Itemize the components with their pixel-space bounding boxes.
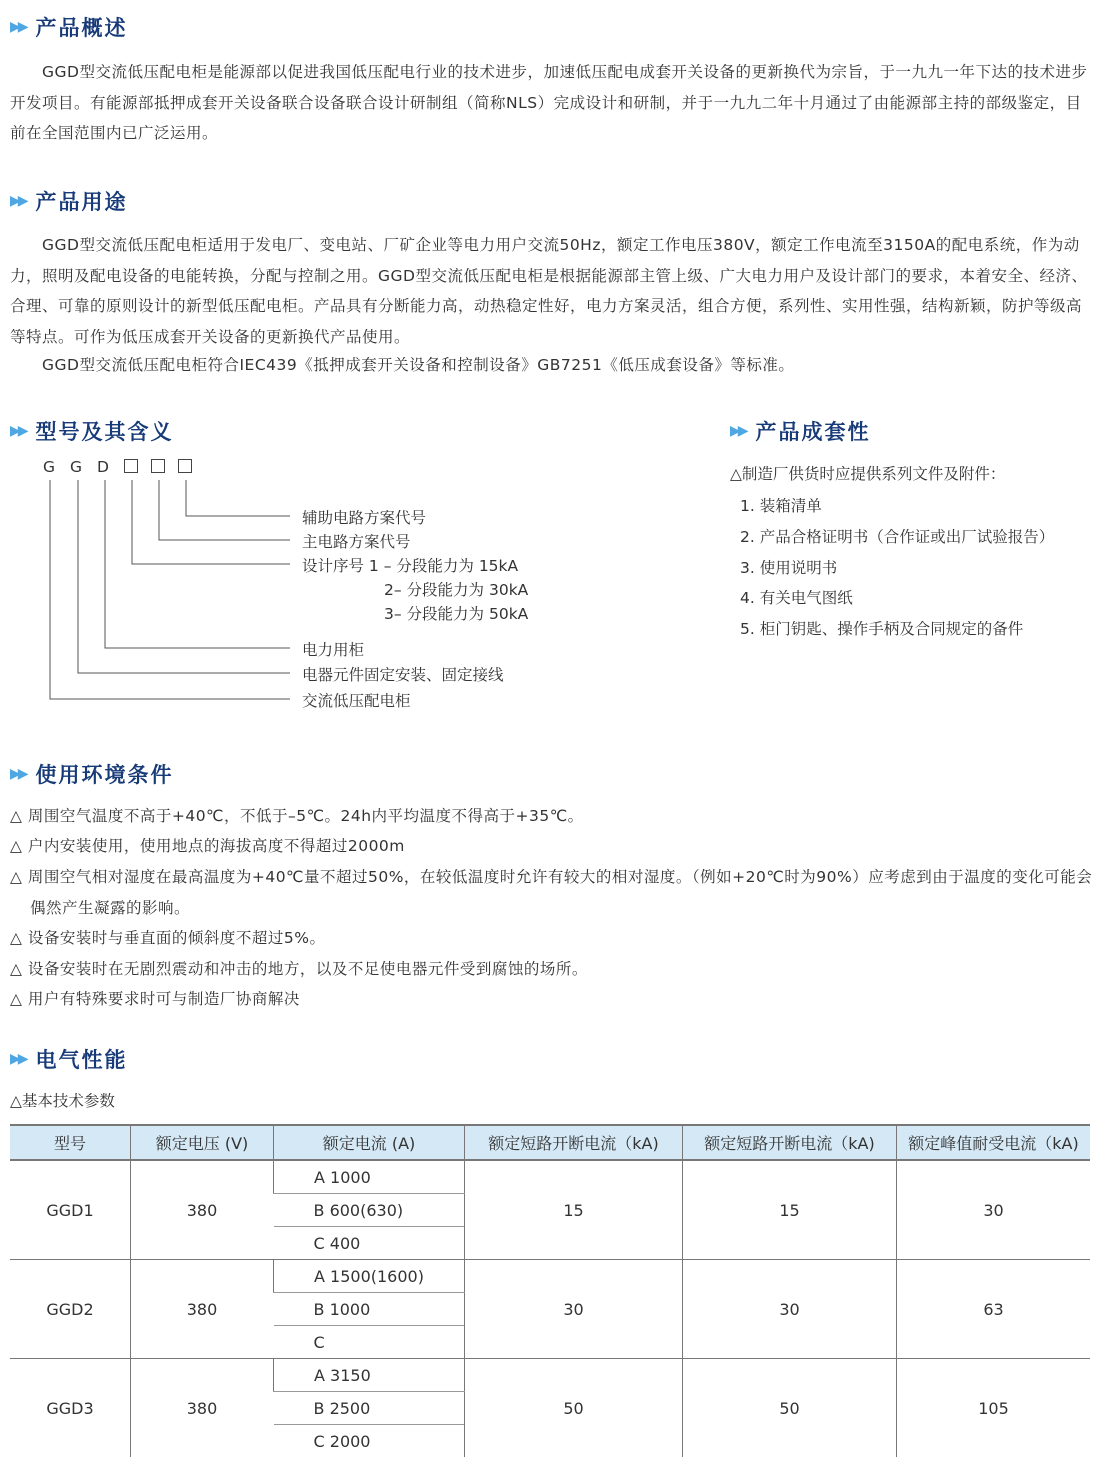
list-item: △ 用户有特殊要求时可与制造厂协商解决 bbox=[10, 990, 300, 1008]
list-item: △ 周围空气相对湿度在最高温度为+40℃量不超过50%，在较低温度时允许有较大的相对湿度。（例如+20℃时为90%）应考虑到由于温度的变化可能会偶然产生凝露的影响。 bbox=[10, 868, 1093, 917]
table-row bbox=[10, 1160, 1090, 1194]
heading-text: 使用环境条件 bbox=[35, 763, 174, 787]
diagram-label: 电器元件固定安装、固定接线 bbox=[302, 666, 504, 684]
heading-text: 产品成套性 bbox=[755, 420, 871, 444]
parameters-table bbox=[10, 1124, 1090, 1457]
diagram-label: 辅助电路方案代号 bbox=[302, 509, 427, 527]
model-diagram-lines bbox=[0, 0, 300, 720]
current-cell: B 600(630) bbox=[274, 1194, 465, 1227]
model-cell: GGD3 bbox=[10, 1359, 131, 1458]
column-header: 额定峰值耐受电流（kA) bbox=[897, 1125, 1091, 1160]
current-cell: C bbox=[313, 1332, 325, 1352]
list-item: △ 设备安装时与垂直面的倾斜度不超过5%。 bbox=[10, 929, 326, 947]
list-item: 4. 有关电气图纸 bbox=[740, 589, 853, 607]
break-current-cell: 50 bbox=[683, 1359, 897, 1458]
voltage-cell: 380 bbox=[131, 1359, 274, 1458]
table-caption: △基本技术参数 bbox=[10, 1092, 115, 1110]
double-arrow-icon: ▶▶ bbox=[10, 423, 26, 439]
current-cell: A 3150 bbox=[274, 1359, 465, 1392]
current-cell: C 400 bbox=[313, 1233, 361, 1253]
current-cell: A 1000 bbox=[274, 1160, 465, 1194]
current-cell: B 1000 bbox=[274, 1293, 465, 1326]
table-row bbox=[10, 1359, 1090, 1392]
break-current-cell: 50 bbox=[465, 1359, 683, 1458]
break-current-cell: 15 bbox=[683, 1160, 897, 1260]
code-letter: G bbox=[43, 458, 56, 476]
overview-paragraph: GGD型交流低压配电柜是能源部以促进我国低压配电行业的技术进步，加速低压配电成套开关设备的更新换代为宗旨，于一九九一年下达的技术进步开发项目。有能源部抵押成套开关设备联合设备联合设计研制组（简称NLS）完成设计和研制，并于一九九二年十月通过了由能源部主持的部级鉴定，目前在全国范围内已广泛运用。 bbox=[10, 63, 1088, 142]
double-arrow-icon: ▶▶ bbox=[10, 766, 26, 782]
diagram-label: 3– 分段能力为 50kA bbox=[384, 605, 529, 623]
column-header: 型号 bbox=[10, 1125, 131, 1160]
peak-current-cell: 63 bbox=[897, 1260, 1091, 1359]
break-current-cell: 30 bbox=[465, 1260, 683, 1359]
break-current-cell: 30 bbox=[683, 1260, 897, 1359]
section-heading bbox=[10, 759, 174, 789]
break-current-cell: 15 bbox=[465, 1160, 683, 1260]
list-item: △ 周围空气温度不高于+40℃，不低于–5℃。24h内平均温度不得高于+35℃。 bbox=[10, 807, 584, 825]
column-header: 额定短路开断电流（kA) bbox=[683, 1125, 897, 1160]
heading-text: 型号及其含义 bbox=[35, 420, 174, 444]
column-header: 额定电流 (A) bbox=[274, 1125, 465, 1160]
usage-paragraph: GGD型交流低压配电柜适用于发电厂、变电站、厂矿企业等电力用户交流50Hz，额定工作电压380V，额定工作电流至3150A的配电系统，作为动力，照明及配电设备的电能转换，分配与控制之用。GGD型交流低压配电柜是根据能源部主管上级、广大电力用户及设计部门的要求，本着安全、经济、合理、可靠的原则设计的新型低压配电柜。产品具有分断能力高，动热稳定性好，电力方案灵活，组合方便，系列性、实用性强，结构新颖，防护等级高等特点。可作为低压成套开关设备的更新换代产品使用。 bbox=[10, 236, 1088, 346]
code-letter: G bbox=[70, 458, 83, 476]
voltage-cell: 380 bbox=[131, 1260, 274, 1359]
table-row bbox=[10, 1260, 1090, 1293]
double-arrow-icon: ▶▶ bbox=[730, 423, 746, 439]
section-heading bbox=[730, 416, 871, 446]
list-item: 5. 柜门钥匙、操作手柄及合同规定的备件 bbox=[740, 620, 1024, 638]
column-header: 额定电压 (V) bbox=[131, 1125, 274, 1160]
model-cell: GGD2 bbox=[10, 1260, 131, 1359]
diagram-label: 2– 分段能力为 30kA bbox=[384, 581, 529, 599]
voltage-cell: 380 bbox=[131, 1160, 274, 1260]
current-cell: A 1500(1600) bbox=[274, 1260, 465, 1293]
peak-current-cell: 30 bbox=[897, 1160, 1091, 1260]
double-arrow-icon: ▶▶ bbox=[10, 19, 26, 35]
section-heading bbox=[10, 1044, 128, 1074]
list-item: 2. 产品合格证明书（合作证或出厂试验报告） bbox=[740, 528, 1055, 546]
diagram-label: 电力用柜 bbox=[302, 641, 365, 659]
list-item: △ 设备安装时在无剧烈震动和冲击的地方，以及不足使电器元件受到腐蚀的场所。 bbox=[10, 960, 588, 978]
diagram-label: 设计序号 1 – 分段能力为 15kA bbox=[302, 557, 519, 575]
completeness-intro: △制造厂供货时应提供系列文件及附件： bbox=[730, 465, 1006, 483]
current-cell: C 2000 bbox=[313, 1431, 371, 1451]
double-arrow-icon: ▶▶ bbox=[10, 193, 26, 209]
diagram-label: 主电路方案代号 bbox=[302, 533, 411, 551]
peak-current-cell: 105 bbox=[897, 1359, 1091, 1458]
heading-text: 产品用途 bbox=[35, 190, 128, 214]
usage-paragraph: GGD型交流低压配电柜符合IEC439《抵押成套开关设备和控制设备》GB7251《低压成套设备》等标准。 bbox=[42, 356, 795, 374]
current-cell: B 2500 bbox=[274, 1392, 465, 1425]
model-cell: GGD1 bbox=[46, 1200, 94, 1220]
list-item: 3. 使用说明书 bbox=[740, 559, 838, 577]
diagram-label: 交流低压配电柜 bbox=[302, 692, 411, 710]
code-letter: D bbox=[97, 458, 109, 476]
double-arrow-icon: ▶▶ bbox=[10, 1051, 26, 1067]
list-item: △ 户内安装使用，使用地点的海拔高度不得超过2000m bbox=[10, 837, 405, 855]
list-item: 1. 装箱清单 bbox=[740, 497, 822, 515]
heading-text: 产品概述 bbox=[35, 16, 128, 40]
column-header: 额定短路开断电流（kA) bbox=[465, 1125, 683, 1160]
heading-text: 电气性能 bbox=[35, 1048, 128, 1072]
